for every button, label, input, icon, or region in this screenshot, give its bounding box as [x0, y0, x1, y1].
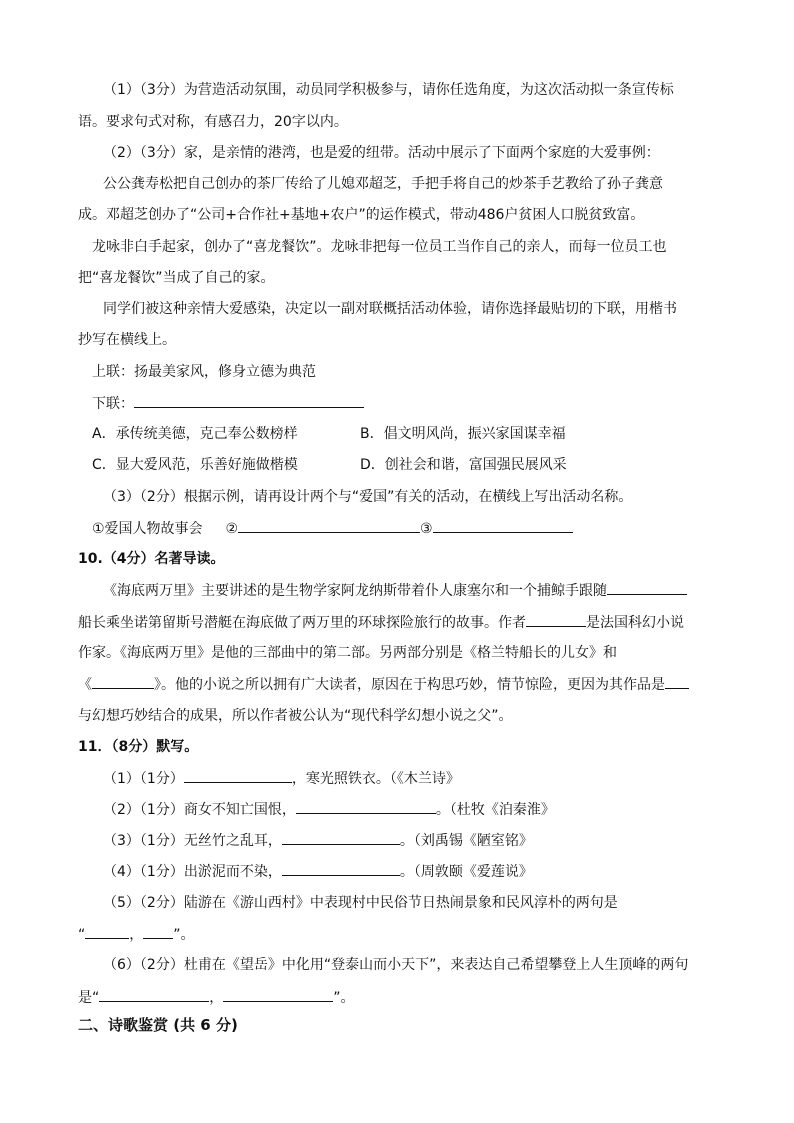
q9-part2-line1: （2）（3分）家，是亲情的港湾，也是爱的纽带。活动中展示了下面两个家庭的大爱事例：	[103, 145, 660, 161]
lower-couplet-label: 下联：	[92, 396, 134, 412]
upper-couplet: 上联：扬最美家风，修身立德为典范	[92, 364, 316, 380]
q10-line4	[78, 674, 689, 695]
option-d[interactable]: D．创社会和谐，富国强民展风采	[360, 457, 567, 473]
q10-text-2a: 船长乘坐诺第留斯号潜艇在海底做了两万里的环球探险旅行的故事。作者	[78, 615, 526, 631]
case2-line2: 把“喜龙餐饮”当成了自己的家。	[78, 270, 275, 286]
option-c[interactable]: C．显大爱风范，乐善好施做楷模	[92, 457, 298, 473]
q11-item3-suffix: 。（刘禹锡《陋室铭》	[399, 833, 533, 849]
lower-couplet-blank[interactable]	[134, 393, 364, 408]
instruction-line1: 同学们被这种亲情大爱感染，决定以一副对联概括活动体验，请你选择最贴切的下联，用楷书	[103, 301, 677, 317]
q11-item5-blank1[interactable]	[85, 924, 129, 939]
q10-text-4b: 》。他的小说之所以拥有广大读者，原因在于构思巧妙，情节惊险，更因为其作品是	[154, 677, 665, 693]
q11-item5-line2	[78, 924, 195, 945]
q11-item4-prefix: （4）（1分）出淤泥而不染，	[103, 864, 282, 880]
author-blank[interactable]	[526, 612, 586, 627]
captain-blank[interactable]	[607, 580, 687, 595]
q10-line5: 与幻想巧妙结合的成果，所以作者被公认为“现代科学幻想小说之父”。	[78, 708, 513, 724]
q11-item6-line1: （6）（2分）杜甫在《望岳》中化用“登泰山而小天下”，来表达自己希望攀登上人生顶峰的两句	[103, 957, 689, 973]
lower-couplet-row	[92, 393, 364, 414]
q11-item1	[103, 768, 460, 789]
activity-2-label: ②	[225, 521, 239, 537]
q11-item6-open: 是“	[78, 990, 100, 1006]
example-activity: ①爱国人物故事会	[92, 521, 203, 537]
q10-text-4a: 《	[78, 677, 92, 693]
instruction-line2: 抄写在横线上。	[78, 332, 176, 348]
activity-3-blank[interactable]	[433, 518, 573, 533]
case2-line1: 龙咏非白手起家，创办了“喜龙餐饮”。龙咏非把每一位员工当作自己的亲人，而每一位员工也	[92, 239, 667, 255]
q11-item6-sep: ，	[209, 990, 224, 1006]
q11-title: 11．（8分）默写。	[78, 739, 199, 755]
q11-item5-open: “	[78, 927, 86, 943]
q10-text-2b: 是法国科幻小说	[586, 615, 684, 631]
q11-item4-suffix: 。（周敦颐《爱莲说》	[399, 864, 533, 880]
q11-item3	[103, 830, 533, 851]
q10-line1	[103, 580, 687, 601]
q9-part3-line1: （3）（2分）根据示例，请再设计两个与“爱国”有关的活动，在横线上写出活动名称。	[103, 489, 633, 505]
q10-text-1: 《海底两万里》主要讲述的是生物学家阿龙纳斯带着仆人康塞尔和一个捕鲸手跟随	[103, 583, 607, 599]
q9-part1-line2: 语。要求句式对称，有感召力，20字以内。	[78, 114, 348, 130]
book-blank[interactable]	[92, 674, 154, 689]
section2-title: 二、诗歌鉴赏 (共 6 分)	[78, 1016, 238, 1034]
q11-item5-sep: ，	[129, 927, 144, 943]
q10-line2	[78, 612, 684, 633]
q11-item2-prefix: （2）（1分）商女不知亡国恨，	[103, 802, 296, 818]
case1-line1: 公公龚寿松把自己创办的茶厂传给了儿媳邓超芝，手把手将自己的炒茶手艺教给了孙子龚意	[103, 176, 663, 192]
q10-line3: 作家。《海底两万里》是他的三部曲中的第二部。另两部分别是《格兰特船长的儿女》和	[78, 645, 617, 661]
option-b[interactable]: B．倡文明风尚，振兴家国谋幸福	[360, 426, 566, 442]
q11-item1-suffix: ，寒光照铁衣。（《木兰诗》	[291, 771, 460, 787]
q11-item6-close: ”。	[333, 990, 355, 1006]
q11-item5-blank2[interactable]	[143, 924, 173, 939]
option-a[interactable]: A．承传统美德，克己奉公数榜样	[92, 426, 298, 442]
q11-item5-close: ”。	[173, 927, 195, 943]
q11-item3-blank[interactable]	[282, 830, 400, 845]
q9-part1-line1: （1）（3分）为营造活动氛围，动员同学积极参与，请你任选角度，为这次活动拟一条宣传标	[103, 82, 674, 98]
q11-item1-blank[interactable]	[184, 768, 292, 783]
q11-item2	[103, 799, 555, 820]
q11-item5-line1: （5）（2分）陆游在《游山西村》中表现村中民俗节日热闹景象和民风淳朴的两句是	[103, 895, 618, 911]
q11-item1-prefix: （1）（1分）	[103, 771, 184, 787]
q11-item6-blank2[interactable]	[223, 987, 333, 1002]
q11-item4	[103, 861, 533, 882]
science-blank[interactable]	[665, 674, 689, 689]
q9-part3-answers	[92, 518, 573, 539]
activity-2-blank[interactable]	[238, 518, 420, 533]
q11-item6-blank1[interactable]	[99, 987, 209, 1002]
activity-3-label: ③	[420, 521, 433, 537]
q11-item6-line2	[78, 987, 355, 1008]
q11-item3-prefix: （3）（1分）无丝竹之乱耳，	[103, 833, 282, 849]
q11-item2-blank[interactable]	[296, 799, 436, 814]
q10-title: 10.（4分）名著导读。	[78, 551, 225, 567]
case1-line2: 成。邓超芝创办了“公司+合作社+基地+农户”的运作模式，带动486户贫困人口脱贫致富。	[78, 207, 645, 223]
q11-item4-blank[interactable]	[282, 861, 400, 876]
q11-item2-suffix: 。（杜牧《泊秦淮》	[435, 802, 555, 818]
